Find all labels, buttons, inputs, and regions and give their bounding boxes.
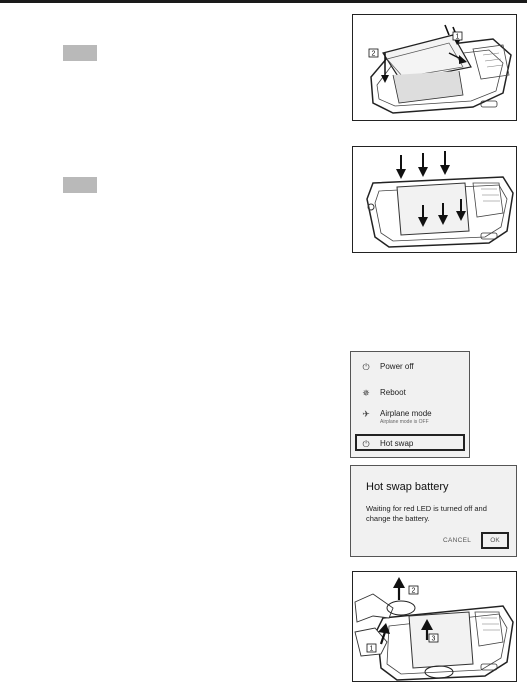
- dialog-title: Hot swap battery: [366, 481, 449, 493]
- menu-item-label: Reboot: [380, 388, 406, 397]
- callout-2: 2: [411, 587, 416, 595]
- menu-item-label: Hot swap: [380, 439, 414, 448]
- header-rule: [0, 0, 527, 3]
- airplane-icon: ✈: [362, 409, 370, 419]
- step-marker-2: [63, 177, 97, 193]
- hot-swap-dialog: [350, 465, 517, 557]
- menu-item-label: Airplane mode: [380, 409, 432, 418]
- figure-battery-remove: [352, 571, 517, 682]
- callout-3: 3: [431, 635, 436, 643]
- power-menu: [350, 351, 470, 458]
- callout-1: 1: [369, 645, 374, 653]
- power-icon: ⏻: [362, 439, 370, 449]
- figure-battery-press: [352, 146, 517, 253]
- dialog-message: Waiting for red LED is turned off and change the battery.: [366, 504, 487, 523]
- figure-battery-insert: [352, 14, 517, 121]
- menu-item-sublabel: Airplane mode is OFF: [380, 419, 429, 425]
- menu-item-label: Power off: [380, 362, 414, 371]
- power-icon: ⏻: [362, 362, 370, 372]
- callout-2: 2: [371, 50, 376, 58]
- cancel-button[interactable]: CANCEL: [443, 537, 472, 544]
- ok-button[interactable]: OK: [481, 532, 509, 549]
- callout-1: 1: [455, 33, 460, 41]
- step-marker-1: [63, 45, 97, 61]
- reboot-icon: ✵: [362, 388, 370, 398]
